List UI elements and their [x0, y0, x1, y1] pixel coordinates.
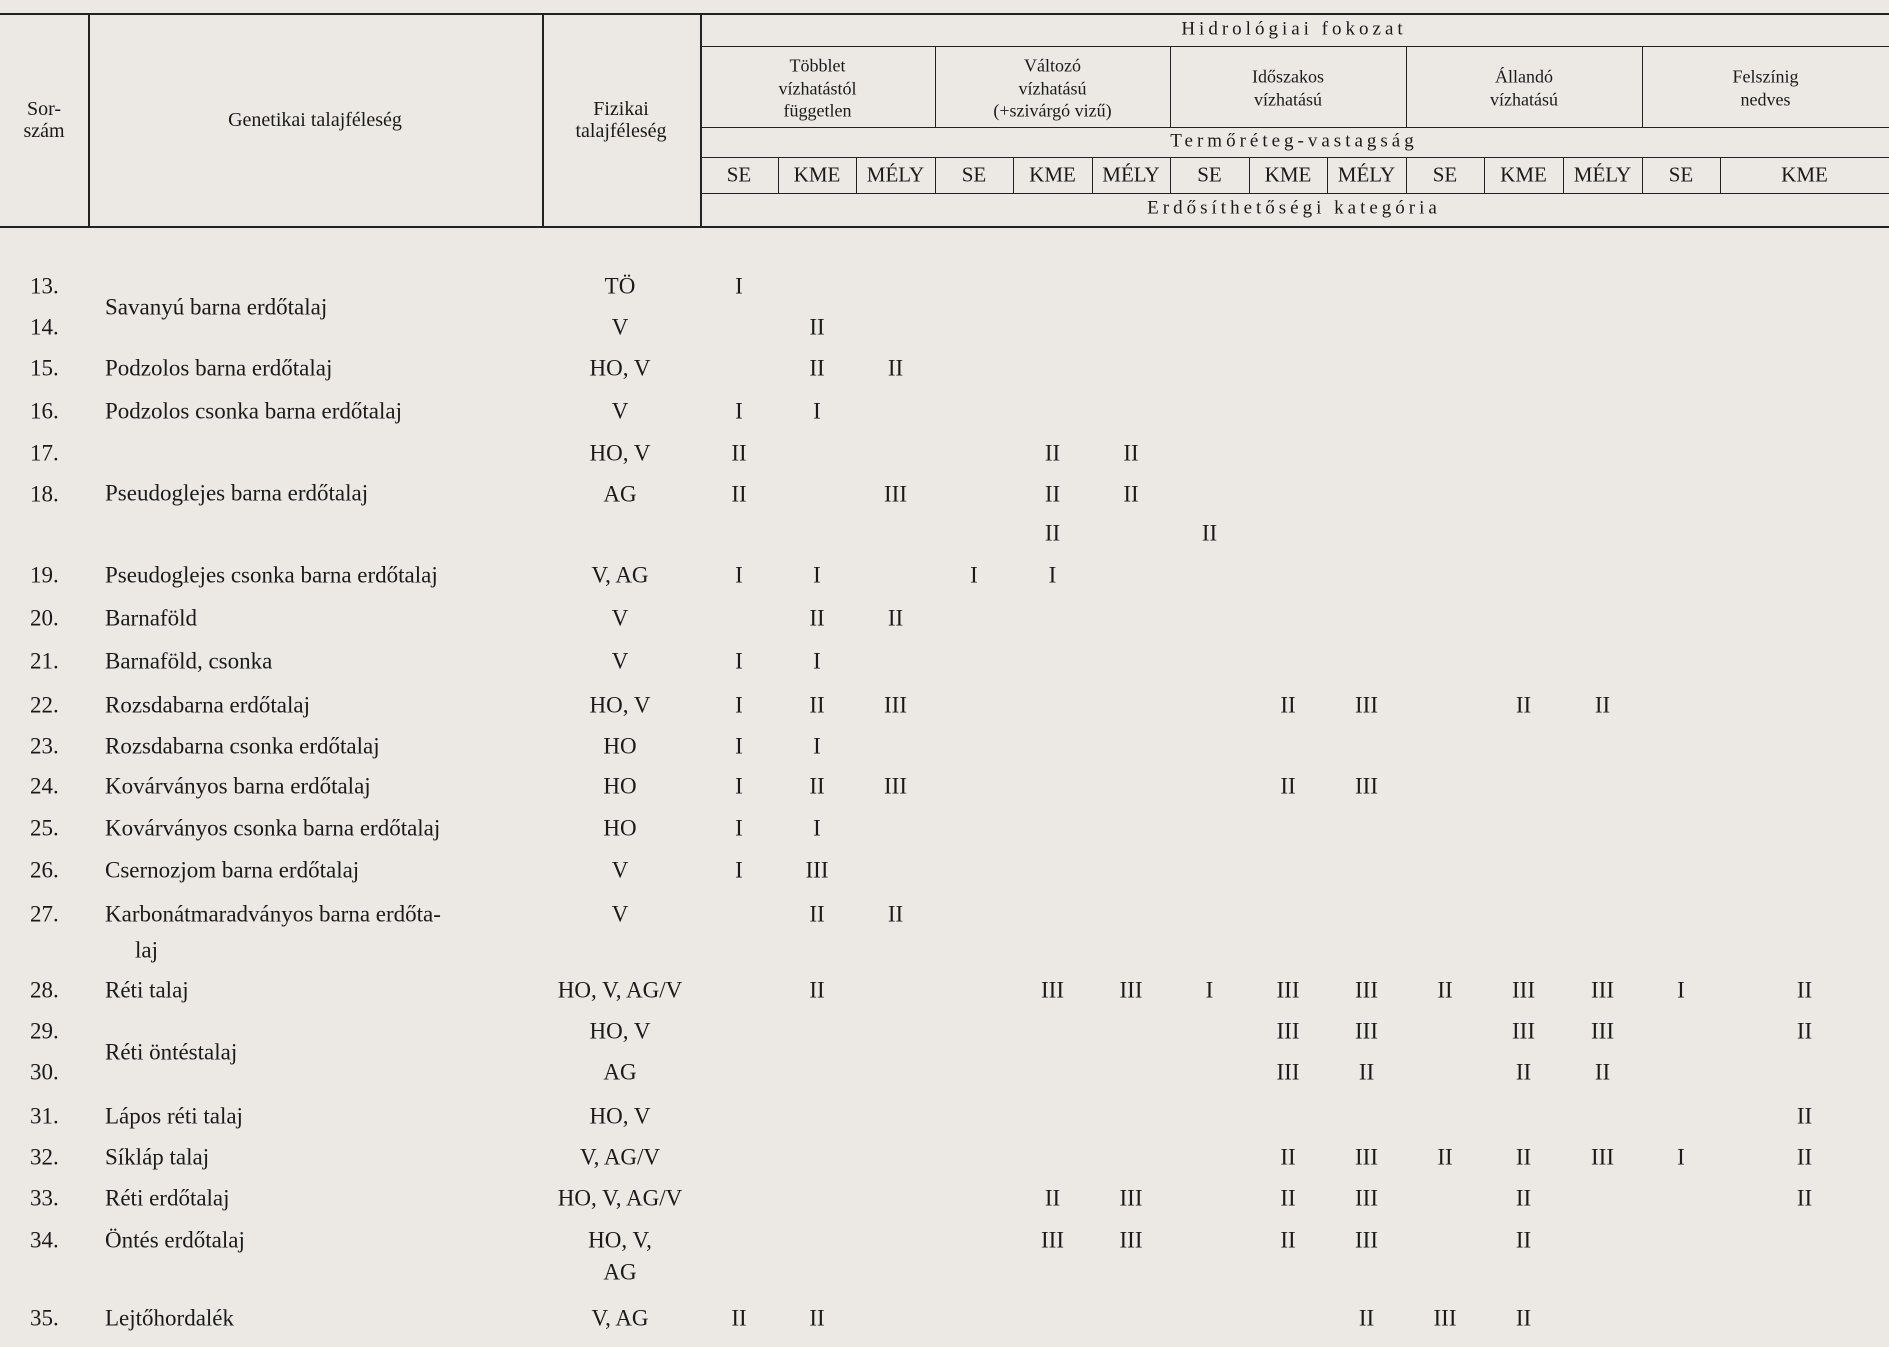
- category-cell: II: [809, 1305, 825, 1331]
- row-genetic-name: Pseudoglejes csonka barna erdőtalaj: [105, 562, 438, 588]
- row-number: 32.: [30, 1144, 59, 1170]
- category-cell: I: [1677, 1144, 1685, 1170]
- row-number: 28.: [30, 977, 59, 1003]
- row-number: 14.: [30, 314, 59, 340]
- category-cell: II: [1515, 1059, 1532, 1085]
- row-physical: V: [611, 857, 629, 883]
- row-number: 35.: [30, 1305, 59, 1331]
- category-cell: II: [1123, 481, 1139, 507]
- group-rule-4: [1642, 46, 1643, 127]
- row-genetic-name: Lejtőhordalék: [105, 1305, 235, 1331]
- category-cell: II: [1044, 440, 1061, 466]
- row-genetic-name: Podzolos barna erdőtalaj: [105, 355, 333, 381]
- category-cell: III: [1119, 1227, 1143, 1253]
- category-cell: II: [809, 314, 825, 340]
- sub-rule-13: [1720, 157, 1721, 193]
- category-cell: I: [735, 857, 743, 883]
- category-cell: II: [1515, 1305, 1532, 1331]
- category-cell: III: [1512, 1018, 1535, 1044]
- category-cell: I: [735, 733, 743, 759]
- category-cell: I: [735, 773, 743, 799]
- row-number: 34.: [30, 1227, 59, 1253]
- row-number: 25.: [30, 815, 59, 841]
- category-cell: I: [735, 692, 743, 718]
- header-bottom-rule: [0, 226, 1889, 228]
- row-physical: V: [611, 314, 629, 340]
- category-cell: II: [887, 605, 904, 631]
- sub-rule-4: [1013, 157, 1014, 193]
- category-cell: I: [735, 273, 743, 299]
- category-cell: II: [1796, 1144, 1813, 1170]
- row-physical: HO, V: [589, 355, 651, 381]
- category-cell: II: [1044, 1185, 1061, 1211]
- sub-rule-1: [778, 157, 779, 193]
- row-number: 30.: [30, 1059, 59, 1085]
- row-physical: V: [611, 901, 629, 927]
- row-physical: HO: [603, 773, 637, 799]
- category-cell: I: [813, 733, 821, 759]
- category-cell: II: [1515, 1227, 1532, 1253]
- category-cell: II: [1280, 1144, 1296, 1170]
- row-number: 33.: [30, 1185, 59, 1211]
- header-sub-se: SE: [726, 162, 752, 187]
- category-cell: II: [1358, 1059, 1375, 1085]
- row-physical: TÖ: [604, 273, 636, 299]
- category-cell: III: [1355, 977, 1378, 1003]
- category-cell: II: [809, 692, 825, 718]
- row-physical: HO, V: [589, 440, 651, 466]
- category-cell: II: [1594, 1059, 1611, 1085]
- category-cell: III: [884, 481, 907, 507]
- row-number: 13.: [30, 273, 59, 299]
- row-physical: HO, V,: [588, 1227, 652, 1253]
- category-cell: I: [735, 398, 743, 424]
- category-cell: III: [1355, 1185, 1378, 1211]
- header-sorszam: Sor- szám: [23, 98, 65, 142]
- row-physical: HO, V: [589, 1103, 651, 1129]
- row-genetic-name: Lápos réti talaj: [105, 1103, 243, 1129]
- row-physical: HO, V: [589, 1018, 651, 1044]
- row-genetic-name: Podzolos csonka barna erdőtalaj: [105, 398, 402, 424]
- category-cell: II: [1515, 692, 1532, 718]
- category-cell: III: [1355, 1227, 1378, 1253]
- header-sub-mély: MÉLY: [866, 162, 925, 187]
- row-genetic-name: laj: [135, 937, 158, 963]
- category-cell: II: [1437, 1144, 1453, 1170]
- group-rule-2: [1170, 46, 1171, 127]
- category-cell: III: [805, 857, 829, 883]
- category-cell: III: [1591, 1144, 1614, 1170]
- header-sub-se: SE: [1668, 162, 1694, 187]
- header-sub-kme: KME: [1264, 162, 1312, 187]
- row-genetic-name: Réti talaj: [105, 977, 189, 1003]
- category-cell: II: [809, 977, 825, 1003]
- category-cell: II: [731, 440, 747, 466]
- row-physical: AG: [603, 481, 637, 507]
- category-cell: III: [1355, 692, 1378, 718]
- category-cell: III: [1041, 977, 1064, 1003]
- groups-bottom-rule: [700, 127, 1889, 128]
- header-genetic: Genetikai talajféleség: [228, 109, 402, 131]
- row-physical: HO, V, AG/V: [557, 1185, 683, 1211]
- category-cell: II: [1796, 1185, 1813, 1211]
- category-cell: III: [1355, 773, 1378, 799]
- row-number: 16.: [30, 398, 59, 424]
- category-cell: II: [1594, 692, 1611, 718]
- category-cell: I: [1205, 977, 1214, 1003]
- header-sub-mély: MÉLY: [1102, 162, 1160, 187]
- column-rule-physical: [700, 13, 702, 226]
- row-genetic-name: Barnaföld: [105, 605, 197, 631]
- category-cell: II: [1515, 1144, 1532, 1170]
- category-cell: II: [809, 773, 825, 799]
- category-cell: III: [1591, 977, 1614, 1003]
- row-genetic-name: Rozsdabarna csonka erdőtalaj: [105, 733, 380, 759]
- row-genetic-name: Réti erdőtalaj: [105, 1185, 230, 1211]
- category-cell: II: [1044, 481, 1061, 507]
- category-cell: III: [884, 773, 907, 799]
- row-number: 26.: [30, 857, 59, 883]
- thickness-band-rule: [700, 157, 1889, 158]
- category-cell: II: [809, 605, 825, 631]
- sub-rule-8: [1327, 157, 1328, 193]
- row-genetic-name: Kovárványos barna erdőtalaj: [105, 773, 371, 799]
- category-cell: III: [1276, 1059, 1300, 1085]
- category-cell: I: [735, 815, 743, 841]
- category-cell: II: [1358, 1305, 1375, 1331]
- row-genetic-name: Síkláp talaj: [105, 1144, 210, 1170]
- category-cell: I: [813, 815, 821, 841]
- category-cell: II: [887, 901, 904, 927]
- category-cell: II: [1796, 1018, 1813, 1044]
- row-physical: V: [611, 648, 629, 674]
- sub-rule-7: [1249, 157, 1250, 193]
- category-cell: I: [813, 648, 821, 674]
- row-number: 18.: [30, 481, 59, 507]
- row-genetic-name: Barnaföld, csonka: [105, 648, 273, 674]
- category-cell: II: [1280, 1227, 1296, 1253]
- column-rule-sorszam: [88, 13, 90, 226]
- category-cell: II: [1123, 440, 1139, 466]
- header-thickness-band: Termőréteg-vastagság: [1170, 130, 1418, 152]
- row-genetic-name: Csernozjom barna erdőtalaj: [105, 857, 360, 883]
- category-cell: II: [809, 901, 825, 927]
- row-physical: AG: [603, 1259, 637, 1285]
- category-cell: II: [731, 1305, 747, 1331]
- row-physical: HO: [603, 815, 637, 841]
- row-number: 24.: [30, 773, 59, 799]
- header-group-3: Időszakos vízhatású: [1252, 66, 1324, 109]
- header-sub-se: SE: [1197, 162, 1222, 187]
- category-cell: I: [813, 562, 821, 588]
- category-cell: III: [1119, 977, 1143, 1003]
- category-cell: II: [887, 355, 904, 381]
- sub-rule-10: [1484, 157, 1485, 193]
- category-cell: II: [1437, 977, 1453, 1003]
- category-cell: II: [731, 481, 747, 507]
- row-physical: HO: [603, 733, 637, 759]
- row-physical: AG: [603, 1059, 637, 1085]
- group-rule-1: [935, 46, 936, 127]
- row-genetic-name: Kovárványos csonka barna erdőtalaj: [105, 815, 441, 841]
- row-number: 21.: [30, 648, 59, 674]
- row-physical: HO, V, AG/V: [557, 977, 683, 1003]
- row-number: 29.: [30, 1018, 59, 1044]
- category-cell: III: [1119, 1185, 1143, 1211]
- group-rule-lower-2: [1170, 157, 1171, 193]
- row-genetic-name: Pseudoglejes barna erdőtalaj: [105, 480, 369, 506]
- row-number: 23.: [30, 733, 59, 759]
- group-rule-lower-4: [1642, 157, 1643, 193]
- category-cell: II: [1280, 692, 1296, 718]
- header-sub-kme: KME: [1781, 162, 1828, 187]
- header-group-2: Változó vízhatású (+szivárgó vizű): [993, 55, 1112, 121]
- header-top-rule: [0, 13, 1889, 15]
- row-physical: V: [611, 605, 629, 631]
- category-cell: I: [1048, 562, 1057, 588]
- header-hydro-band: Hidrológiai fokozat: [1181, 18, 1407, 40]
- column-rule-genetic: [542, 13, 544, 226]
- category-cell: I: [735, 648, 743, 674]
- row-number: 19.: [30, 562, 59, 588]
- row-physical: V, AG: [591, 562, 649, 588]
- header-sub-kme: KME: [1500, 162, 1547, 187]
- row-physical: HO, V: [589, 692, 651, 718]
- row-genetic-name: Savanyú barna erdőtalaj: [105, 293, 328, 319]
- category-cell: III: [1591, 1018, 1614, 1044]
- header-physical: Fizikai talajféleség: [575, 98, 667, 142]
- category-cell: III: [1355, 1018, 1378, 1044]
- category-cell: III: [1041, 1227, 1064, 1253]
- sublabel-bottom-rule: [700, 193, 1889, 194]
- header-sub-mély: MÉLY: [1337, 162, 1396, 187]
- category-cell: I: [813, 398, 821, 424]
- category-cell: II: [1515, 1185, 1532, 1211]
- header-category-band: Erdősíthetőségi kategória: [1147, 197, 1441, 219]
- group-rule-lower-3: [1406, 157, 1407, 193]
- row-number: 20.: [30, 605, 59, 631]
- header-group-4: Állandó vízhatású: [1490, 66, 1558, 109]
- row-number: 17.: [30, 440, 59, 466]
- hydro-band-rule: [700, 46, 1889, 47]
- category-cell: II: [1280, 1185, 1296, 1211]
- category-cell: III: [884, 692, 907, 718]
- header-sub-se: SE: [1432, 162, 1458, 187]
- row-physical: V, AG: [591, 1305, 649, 1331]
- row-number: 15.: [30, 355, 59, 381]
- category-cell: III: [1512, 977, 1535, 1003]
- row-physical: V: [611, 398, 629, 424]
- header-group-1: Többlet vízhatástól független: [778, 55, 857, 121]
- category-cell: I: [735, 562, 743, 588]
- category-cell: III: [1276, 1018, 1300, 1044]
- category-cell: III: [1355, 1144, 1378, 1170]
- category-cell: I: [1677, 977, 1685, 1003]
- category-cell: I: [970, 562, 978, 588]
- sub-rule-11: [1563, 157, 1564, 193]
- category-cell: II: [1044, 520, 1061, 546]
- category-cell: II: [1280, 773, 1296, 799]
- row-number: 27.: [30, 901, 59, 927]
- category-cell: II: [1796, 1103, 1813, 1129]
- category-cell: III: [1433, 1305, 1457, 1331]
- category-cell: II: [1201, 520, 1218, 546]
- category-cell: II: [809, 355, 825, 381]
- header-sub-mély: MÉLY: [1573, 162, 1632, 187]
- sub-rule-5: [1092, 157, 1093, 193]
- header-group-5: Felszínig nedves: [1732, 66, 1799, 109]
- row-physical: V, AG/V: [579, 1144, 661, 1170]
- category-cell: II: [1796, 977, 1813, 1003]
- group-rule-3: [1406, 46, 1407, 127]
- row-genetic-name: Öntés erdőtalaj: [105, 1227, 245, 1253]
- group-rule-lower-1: [935, 157, 936, 193]
- header-sub-se: SE: [961, 162, 987, 187]
- row-genetic-name: Karbonátmaradványos barna erdőta-: [105, 901, 441, 927]
- header-sub-kme: KME: [1029, 162, 1076, 187]
- row-genetic-name: Rozsdabarna erdőtalaj: [105, 692, 310, 718]
- sub-rule-2: [856, 157, 857, 193]
- row-genetic-name: Réti öntéstalaj: [105, 1038, 238, 1064]
- row-number: 31.: [30, 1103, 59, 1129]
- header-sub-kme: KME: [793, 162, 841, 187]
- category-cell: III: [1276, 977, 1300, 1003]
- row-number: 22.: [30, 692, 59, 718]
